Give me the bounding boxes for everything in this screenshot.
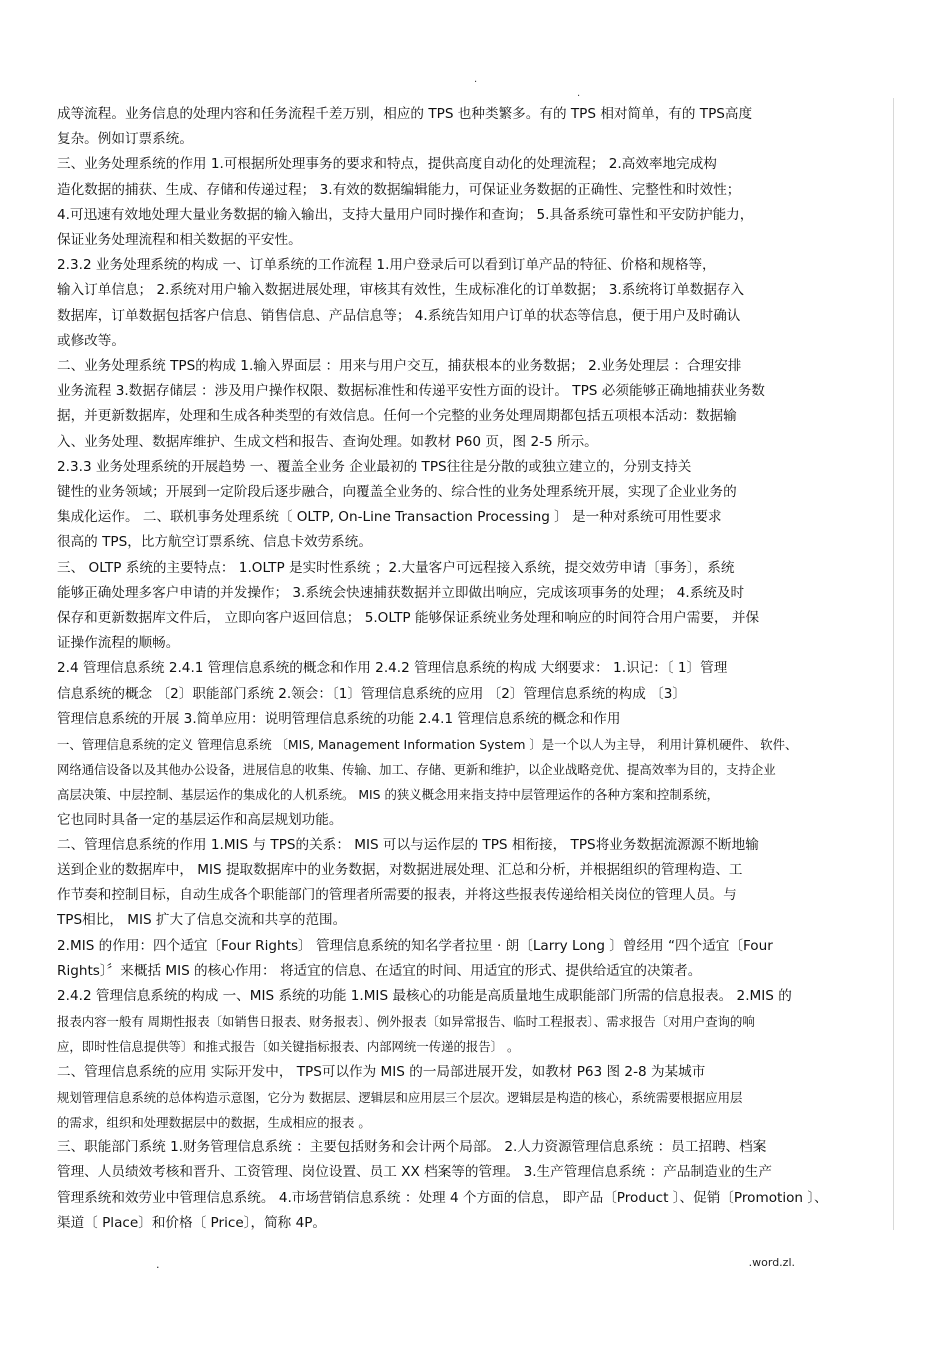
text-line: 4.可迅速有效地处理大量业务数据的输入输出，支持大量用户同时操作和查询； 5.具备系统可靠性和平安防护能力， — [57, 206, 754, 223]
text-line: 它也同时具备一定的基层运作和高层规划功能。 — [57, 811, 343, 828]
text-line: 三、业务处理系统的作用 1.可根据所处理事务的要求和特点，提供高度自动化的处理流程； 2.高效率地完成构 — [57, 156, 717, 173]
text-line: 证操作流程的顺畅。 — [57, 635, 180, 652]
text-line: 入、业务处理、数据库维护、生成文档和报告、查询处理。如教材 P60 页，图 2-5 所示。 — [57, 433, 598, 450]
text-line: 2.3.3 业务处理系统的开展趋势 一、覆盖全业务 企业最初的 TPS往往是分散的或独立建立的，分别支持关 — [57, 458, 692, 475]
text-line: 保证业务处理流程和相关数据的平安性。 — [57, 232, 302, 248]
text-line: 规划管理信息系统的总体构造示意图，它分为 数据层、逻辑层和应用层三个层次。逻辑层是构造的核心，系统需要根据应用层 — [57, 1089, 743, 1105]
text-line: 管理、人员绩效考核和晋升、工资管理、岗位设置、员工 XX 档案等的管理。 3.生产管理信息系统 ：产品制造业的生产 — [57, 1164, 772, 1181]
text-line: 集成化运作。 二、联机事务处理系统〔 OLTP, On-Line Transaction Processing 〕 是一种对系统可用性要求 — [57, 509, 722, 526]
text-line: 很高的 TPS，比方航空订票系统、信息卡效劳系统。 — [57, 534, 372, 551]
text-line: 三、 OLTP 系统的主要特点： 1.OLTP 是实时性系统 ；2.大量客户可远程接入系统，提交效劳申请〔事务〕，系统 — [57, 559, 735, 576]
text-line: 信息系统的概念 〔2〕职能部门系统 2.领会：〔1〕管理信息系统的应用 〔2〕管理信息系统的构成 〔3〕 — [57, 685, 686, 702]
text-line: TPS相比， MIS 扩大了信息交流和共享的范围。 — [57, 912, 347, 929]
text-line: 管理信息系统的开展 3.简单应用：说明管理信息系统的功能 2.4.1 管理信息系统的概念和作用 — [57, 710, 621, 727]
text-line: 据，并更新数据库，处理和生成各种类型的有效信息。任何一个完整的业务处理周期都包括五项根本活动：数据输 — [57, 408, 737, 425]
text-line: 2.MIS 的作用：四个适宜〔Four Rights〕 管理信息系统的知名学者拉里 · 朗〔Larry Long 〕曾经用 “四个适宜〔Four — [57, 937, 773, 954]
text-line: 二、业务处理系统 TPS的构成 1.输入界面层 ：用来与用户交互，捕获根本的业务数据； 2.业务处理层 ：合理安排 — [57, 358, 742, 374]
text-line: 业务流程 3.数据存储层 ：涉及用户操作权限、数据标准性和传递平安性方面的设计。 TPS 必须能够正确地捕获业务数 — [57, 383, 765, 400]
text-line: 网络通信设备以及其他办公设备，进展信息的收集、传输、加工、存储、更新和维护，以企业战略竞优、提高效率为目的，支持企业 — [57, 762, 776, 778]
text-line: 输入订单信息； 2.系统对用户输入数据进展处理，审核其有效性，生成标准化的订单数据； 3.系统将订单数据存入 — [57, 282, 745, 299]
header-mark-left: . — [474, 74, 478, 85]
text-line: 三、职能部门系统 1.财务管理信息系统 ：主要包括财务和会计两个局部。 2.人力资源管理信息系统 ：员工招聘、档案 — [57, 1139, 767, 1156]
text-line: 能够正确处理多客户申请的并发操作； 3.系统会快速捕获数据并立即做出响应，完成该项事务的处理； 4.系统及时 — [57, 584, 745, 601]
text-line: 管理系统和效劳业中管理信息系统。 4.市场营销信息系统 ：处理 4 个方面的信息， 即产品〔Product 〕、促销〔Promotion 〕、 — [57, 1189, 828, 1206]
text-line: 键性的业务领域；开展到一定阶段后逐步融合，向覆盖全业务的、综合性的业务处理系统开展，实现了企业业务的 — [57, 484, 737, 500]
text-line: 造化数据的捕获、生成、存储和传递过程； 3.有效的数据编辑能力，可保证业务数据的正确性、完整性和时效性； — [57, 181, 741, 198]
text-line: 应，即时性信息提供等〕和推式报告〔如关键指标报表、内部网统一传递的报告〕 。 — [57, 1039, 520, 1055]
text-line: 复杂。例如订票系统。 — [57, 131, 193, 148]
text-line: 或修改等。 — [57, 332, 125, 349]
text-line: 送到企业的数据库中， MIS 提取数据库中的业务数据，对数据进展处理、汇总和分析，并根据组织的管理构造、工 — [57, 862, 743, 878]
text-line: 二、管理信息系统的作用 1.MIS 与 TPS的关系： MIS 可以与运作层的 TPS 相衔接， TPS将业务数据流源源不断地输 — [57, 836, 759, 853]
text-line: 数据库，订单数据包括客户信息、销售信息、产品信息等； 4.系统告知用户订单的状态等信息，便于用户及时确认 — [57, 307, 741, 324]
text-line: 2.4.2 管理信息系统的构成 一、MIS 系统的功能 1.MIS 最核心的功能是高质量地生成职能部门所需的信息报表。 2.MIS 的 — [57, 988, 792, 1004]
text-line: 2.4 管理信息系统 2.4.1 管理信息系统的概念和作用 2.4.2 管理信息系统的构成 大纲要求： 1.识记：〔 1〕管理 — [57, 660, 728, 677]
page-border — [893, 98, 894, 1230]
header-mark-right: . — [577, 88, 581, 99]
footer-source: .word.zl. — [748, 1256, 795, 1269]
text-line: 的需求，组织和处理数据层中的数据，生成相应的报表 。 — [57, 1115, 371, 1130]
text-line: 二、管理信息系统的应用 实际开发中， TPS可以作为 MIS 的一局部进展开发，如教材 P63 图 2-8 为某城市 — [57, 1063, 706, 1080]
text-line: Rights〕〞来概括 MIS 的核心作用： 将适宜的信息、在适宜的时间、用适宜的形式、提供给适宜的决策者。 — [57, 962, 702, 979]
text-line: 报表内容一般有 周期性报表〔如销售日报表、财务报表〕、例外报表〔如异常报告、临时工程报表〕、需求报告〔对用户查询的响 — [57, 1014, 755, 1030]
text-line: 成等流程。业务信息的处理内容和任务流程千差万别，相应的 TPS 也种类繁多。有的 TPS 相对简单，有的 TPS高度 — [57, 106, 753, 122]
text-line: 渠道〔 Place〕和价格〔 Price〕，简称 4P。 — [57, 1214, 327, 1231]
text-line: 作节奏和控制目标，自动生成各个职能部门的管理者所需要的报表，并将这些报表传递给相关岗位的管理人员。与 — [57, 887, 737, 904]
text-line: 保存和更新数据库文件后， 立即向客户返回信息； 5.OLTP 能够保证系统业务处理和响应的时间符合用户需要， 并保 — [57, 610, 760, 626]
text-line: 高层决策、中层控制、基层运作的集成化的人机系统。 MIS 的狭义概念用来指支持中层管理运作的各种方案和控制系统， — [57, 787, 720, 803]
text-line: 一、管理信息系统的定义 管理信息系统 〔MIS, Management Information System 〕是一个以人为主导， 利用计算机硬件、 软件、 — [57, 737, 798, 752]
text-line: 2.3.2 业务处理系统的构成 一、订单系统的工作流程 1.用户登录后可以看到订单产品的特征、价格和规格等， — [57, 257, 716, 274]
footer-mark: . — [156, 1258, 160, 1271]
